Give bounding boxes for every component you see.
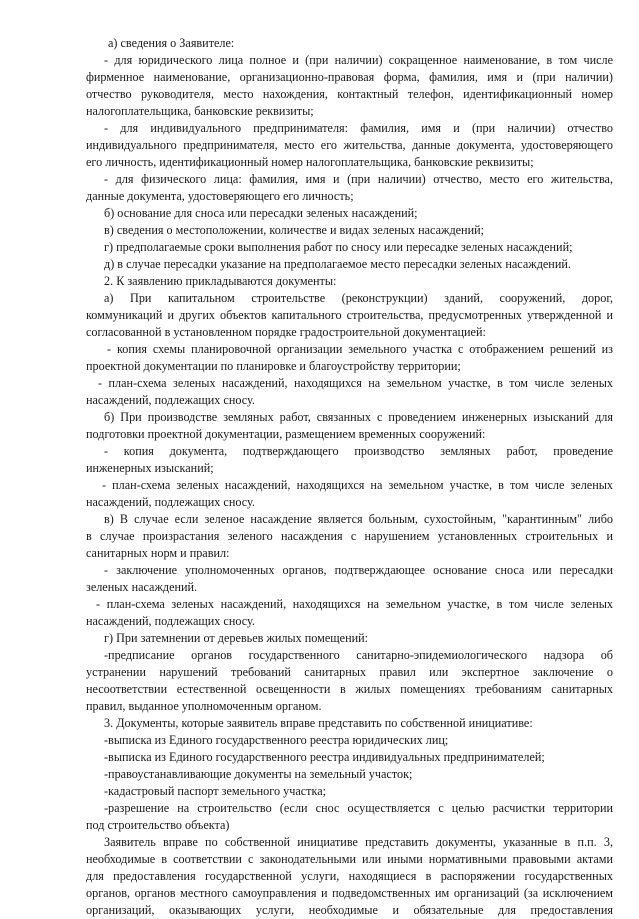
- text-line: несоответствии естественной освещенности в жилых помещениях требованиям санитарных: [86, 682, 613, 696]
- text-line: коммуникаций и других объектов капитального строительства, предусмотренных утвержденной и: [86, 308, 613, 322]
- text-line: индивидуального предпринимателя, место его жительства, данные документа, удостоверяющего: [86, 138, 613, 152]
- text-line: под строительство объекта): [86, 818, 230, 832]
- text-line: -разрешение на строительство (если снос осуществляется с целью расчистки территории: [104, 801, 613, 815]
- text-line: в) сведения о местоположении, количестве и видах зеленых насаждений;: [104, 223, 485, 237]
- text-line: организаций, оказывающих услуги, необходимые и обязательные для предоставления: [86, 903, 613, 917]
- text-line: правил, выданное уполномоченным органом.: [86, 699, 322, 713]
- text-line: д) в случае пересадки указание на предполагаемое место пересадки зеленых насаждений.: [104, 257, 571, 271]
- text-line: Заявитель вправе по собственной инициативе представить документы, указанные в п.п. 3,: [104, 835, 613, 849]
- text-line: фирменное наименование, организационно-правовая форма, фамилия, имя и (при наличии): [86, 70, 613, 84]
- text-line: насаждений, подлежащих сносу.: [86, 393, 255, 407]
- text-line: проектной документации по планировке и благоустройству территории;: [86, 359, 461, 373]
- text-line: -выписка из Единого государственного реестра юридических лиц;: [104, 733, 449, 747]
- text-line: - заключение уполномоченных органов, подтверждающее основание сноса или пересадки: [104, 563, 613, 577]
- text-line: инженерных изысканий;: [86, 461, 214, 475]
- text-line: а) сведения о Заявителе:: [108, 36, 235, 50]
- text-line: - для физического лица: фамилия, имя и (при наличии) отчество, место его жительства,: [104, 172, 613, 186]
- text-line: -правоустанавливающие документы на земельный участок;: [104, 767, 413, 781]
- text-line: данные документа, удостоверяющего его личность;: [86, 189, 354, 203]
- text-line: г) При затемнении от деревьев жилых помещений:: [104, 631, 369, 645]
- text-line: -выписка из Единого государственного реестра индивидуальных предпринимателей;: [104, 750, 545, 764]
- text-line: -предписание органов государственного санитарно-эпидемиологического надзора об: [104, 648, 613, 662]
- text-line: в случае произрастания зеленого насаждения с нарушением установленных строительных и: [86, 529, 613, 543]
- text-line: - план-схема зеленых насаждений, находящихся на земельном участке, в том числе зеленых: [102, 478, 613, 492]
- text-line: а) При капитальном строительстве (реконструкции) зданий, сооружений, дорог,: [104, 291, 613, 305]
- text-line: - копия схемы планировочной организации земельного участка с отображением решений из: [107, 342, 613, 356]
- text-line: устранении нарушений требований санитарных правил или экспертное заключение о: [86, 665, 613, 679]
- text-line: б) основание для сноса или пересадки зеленых насаждений;: [104, 206, 418, 220]
- text-line: органов, органов местного самоуправления и подведомственных им организаций (за исключением: [86, 886, 613, 900]
- text-line: - для юридического лица полное и (при наличии) сокращенное наименование, в том числе: [104, 53, 613, 67]
- text-line: подготовки проектной документации, размещением временных сооружений:: [86, 427, 486, 441]
- text-line: г) предполагаемые сроки выполнения работ по сносу или пересадке зеленых насаждений;: [104, 240, 573, 254]
- text-line: - план-схема зеленых насаждений, находящихся на земельном участке, в том числе зеленых: [96, 597, 613, 611]
- text-line: - копия документа, подтверждающего производство земляных работ, проведение: [104, 444, 613, 458]
- text-line: б) При производстве земляных работ, связанных с проведением инженерных изысканий для: [104, 410, 613, 424]
- text-line: его личность, идентификационный номер налогоплательщика, банковские реквизиты;: [86, 155, 534, 169]
- text-line: налогоплательщика, банковские реквизиты;: [86, 104, 314, 118]
- text-line: - для индивидуального предпринимателя: фамилия, имя и (при наличии) отчество: [104, 121, 613, 135]
- text-line: санитарных норм и правил:: [86, 546, 230, 560]
- text-line: необходимые в соответствии с законодательными или иными нормативными правовыми актами: [86, 852, 613, 866]
- text-line: согласованной в установленном порядке градостроительной документацией:: [86, 325, 486, 339]
- text-line: 2. К заявлению прикладываются документы:: [104, 274, 337, 288]
- text-line: отчество руководителя, место нахождения, контактный телефон, идентификационный номер: [86, 87, 613, 101]
- text-line: для предоставления государственной услуги, находящиеся в распоряжении государственных: [86, 869, 613, 883]
- text-line: 3. Документы, которые заявитель вправе представить по собственной инициативе:: [104, 716, 533, 730]
- text-line: насаждений, подлежащих сносу.: [86, 614, 255, 628]
- text-line: -кадастровый паспорт земельного участка;: [104, 784, 326, 798]
- text-line: в) В случае если зеленое насаждение является больным, сухостойным, "карантинным" либо: [104, 512, 613, 526]
- text-line: - план-схема зеленых насаждений, находящихся на земельном участке, в том числе зеленых: [98, 376, 613, 390]
- text-line: насаждений, подлежащих сносу.: [86, 495, 255, 509]
- text-line: зеленых насаждений.: [86, 580, 198, 594]
